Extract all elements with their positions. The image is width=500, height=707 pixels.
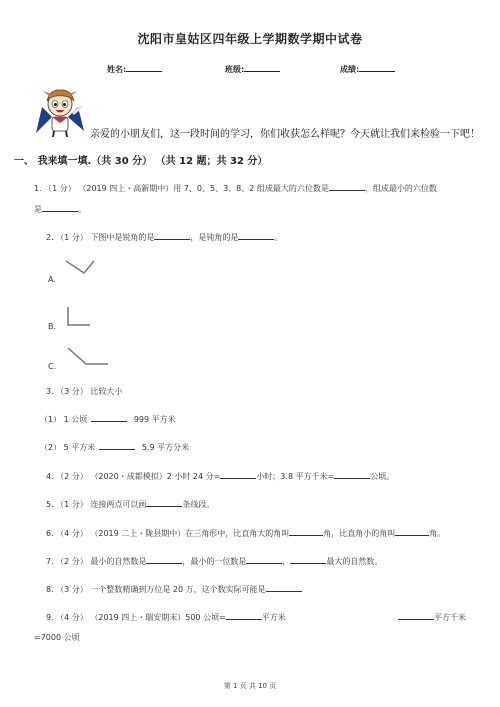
q2-blank-1[interactable] bbox=[154, 232, 190, 240]
q3-2-right: 5.9 平方分米 bbox=[141, 443, 190, 452]
q6-text: 6. （4 分） （2019 二上・陇县期中）在三角形中，比直角大的角叫 bbox=[46, 529, 290, 538]
score-label: 成绩: bbox=[340, 65, 360, 74]
q1-mid: ，组成最小的六位数 bbox=[364, 184, 437, 193]
q6-mid: 角，比直角小的角叫 bbox=[323, 529, 396, 538]
option-a-label: A. bbox=[48, 275, 56, 284]
q3-1-left: （1） 1 公顷 bbox=[40, 415, 88, 424]
question-7 bbox=[46, 556, 382, 567]
q9-right-end: 平方千米 bbox=[434, 613, 466, 622]
name-blank[interactable] bbox=[126, 63, 162, 72]
page-footer: 第 1 页 共 10 页 bbox=[223, 682, 277, 690]
right-angle-figure-b bbox=[64, 305, 94, 329]
question-1-line2 bbox=[34, 204, 86, 215]
q4-end: 公顷。 bbox=[370, 472, 395, 481]
question-9-right bbox=[398, 612, 466, 623]
q9-blank-1[interactable] bbox=[226, 612, 262, 620]
q7-text: 7. （2 分） 最小的自然数是 bbox=[46, 557, 147, 566]
q5-end: 条线段。 bbox=[182, 500, 215, 509]
greeting-text: 亲爱的小朋友们，这一段时间的学习，你们收获怎么样呢？今天就让我们来检验一下吧！ bbox=[90, 129, 480, 140]
q3-2-blank[interactable] bbox=[99, 442, 135, 450]
q7-blank-3[interactable] bbox=[290, 556, 326, 564]
q7-blank-2[interactable] bbox=[246, 556, 282, 564]
q2-end: 。 bbox=[274, 233, 283, 242]
q6-blank-2[interactable] bbox=[395, 528, 429, 536]
q7-mid1: ，最小的一位数是 bbox=[182, 557, 247, 566]
q5-blank[interactable] bbox=[146, 499, 182, 507]
question-9 bbox=[46, 612, 286, 623]
name-field bbox=[107, 63, 162, 75]
q4-blank-2[interactable] bbox=[334, 471, 370, 479]
class-field bbox=[225, 63, 280, 75]
q8-blank[interactable] bbox=[266, 584, 302, 592]
q1-text: 1. （1 分） （2019 四上・高新期中）用 7、0、5、3、8、2 组成最大的六位数是 bbox=[34, 184, 329, 193]
q3-1-right: 999 平方米 bbox=[133, 415, 176, 424]
q1-blank-1[interactable] bbox=[329, 183, 365, 191]
question-4 bbox=[46, 471, 394, 482]
question-3: 3. （3 分） 比较大小 bbox=[46, 387, 123, 396]
q6-end: 角。 bbox=[429, 529, 446, 538]
question-3-part-1 bbox=[40, 414, 176, 425]
class-blank[interactable] bbox=[244, 63, 280, 72]
q3-2-left: （2） 5 平方米 bbox=[40, 443, 96, 452]
q4-blank-1[interactable] bbox=[220, 471, 256, 479]
name-label: 姓名: bbox=[107, 65, 127, 74]
question-6 bbox=[46, 528, 445, 539]
q7-end: 最大的自然数。 bbox=[326, 557, 383, 566]
option-b-label: B. bbox=[48, 322, 57, 331]
q6-blank-1[interactable] bbox=[289, 528, 323, 536]
q9-blank-2[interactable] bbox=[398, 612, 434, 620]
q2-mid: ，是钝角的是 bbox=[190, 233, 239, 242]
question-5 bbox=[46, 499, 214, 510]
class-label: 班级: bbox=[225, 65, 245, 74]
q9-mid: 平方米 bbox=[261, 613, 286, 622]
acute-angle-figure-a bbox=[64, 259, 100, 285]
question-1 bbox=[34, 183, 437, 194]
cartoon-boy-mascot-icon bbox=[34, 87, 86, 137]
q2-text: 2. （1 分） 下图中是锐角的是 bbox=[46, 233, 155, 242]
question-3-part-2 bbox=[40, 442, 189, 453]
section-heading: 一、 我来填一填.（共 30 分） （共 12 题；共 32 分） bbox=[14, 156, 268, 167]
score-blank[interactable] bbox=[359, 63, 395, 72]
q7-mid2: ， bbox=[282, 557, 291, 566]
question-9-line2: =7000 公顷 bbox=[34, 633, 80, 642]
score-field bbox=[340, 63, 395, 75]
q4-text: 4. （2 分） （2020・成都模拟）2 小时 24 分= bbox=[46, 472, 221, 481]
q1-line2-prefix: 是 bbox=[34, 205, 42, 214]
page-title: 沈阳市皇姑区四年级上学期数学期中试卷 bbox=[137, 32, 363, 46]
q5-text: 5. （1 分） 连接两点可以画 bbox=[46, 500, 147, 509]
question-8 bbox=[46, 584, 302, 595]
q4-mid: 小时；3.8 平方千米= bbox=[256, 472, 335, 481]
q9-text: 9. （4 分） （2019 四上・瑞安期末）500 公顷= bbox=[46, 613, 226, 622]
q3-1-blank[interactable] bbox=[91, 414, 127, 422]
question-2 bbox=[46, 232, 282, 243]
q2-blank-2[interactable] bbox=[238, 232, 274, 240]
option-c-label: C. bbox=[48, 362, 57, 371]
q7-blank-1[interactable] bbox=[146, 556, 182, 564]
q1-blank-2[interactable] bbox=[42, 204, 78, 212]
q8-text: 8. （3 分） 一个整数精确到万位是 20 万，这个数实际可能是 bbox=[46, 585, 266, 594]
obtuse-angle-figure-c bbox=[64, 346, 112, 368]
q1-end: 。 bbox=[78, 205, 86, 214]
